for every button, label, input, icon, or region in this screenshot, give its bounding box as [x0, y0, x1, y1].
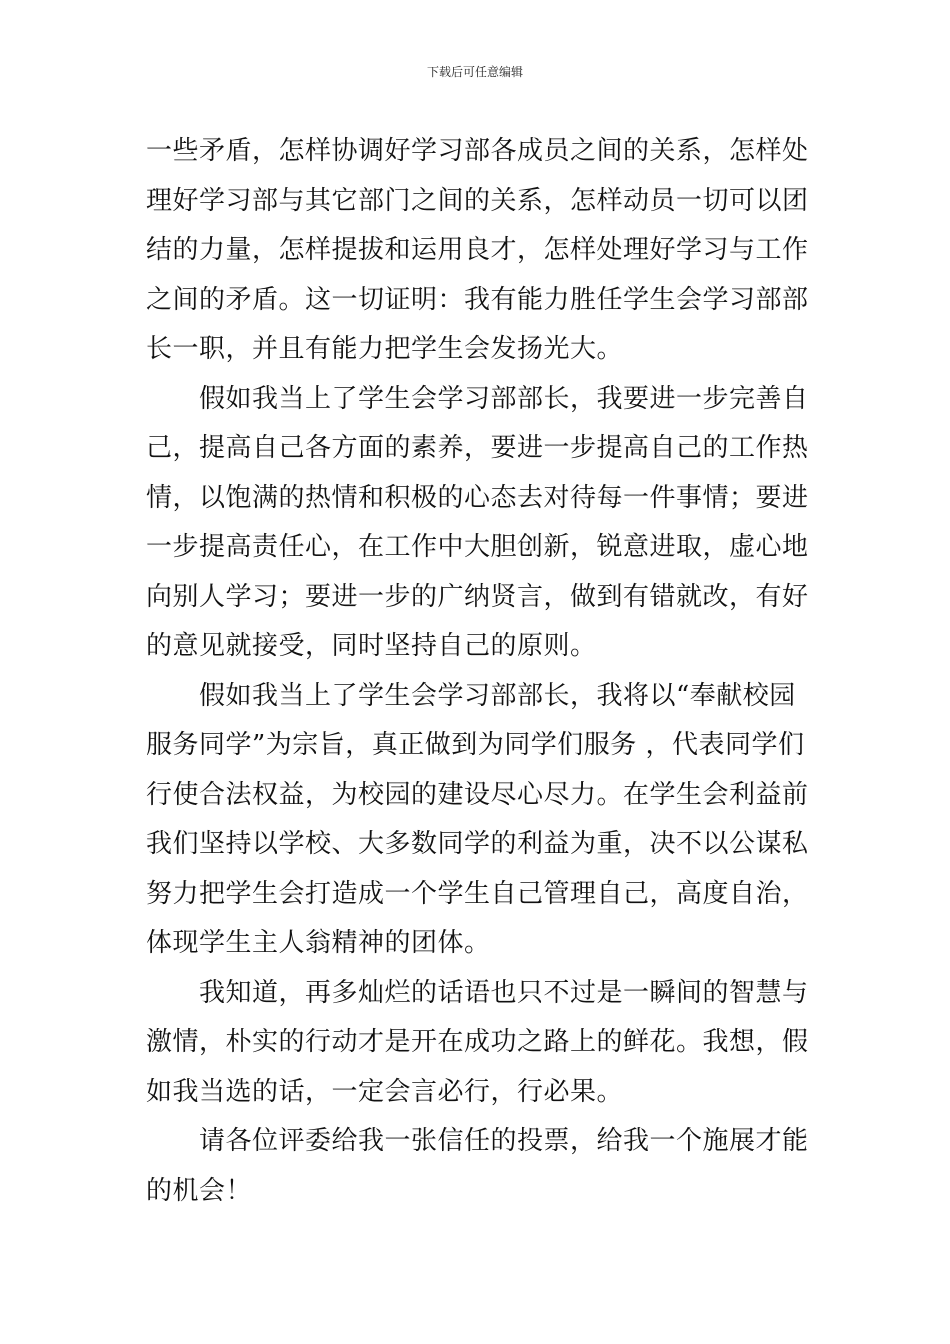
paragraph-first-line: 假如我当上了学生会学习部部长，我要进一步完善自	[199, 383, 809, 414]
text-line: 情，以饱满的热情和积极的心态去对待每一件事情；要进	[146, 482, 809, 513]
text-line: 己，提高自己各方面的素养，要进一步提高自己的工作热	[146, 433, 809, 463]
text-line: 的意见就接受，同时坚持自己的原则。	[146, 631, 597, 661]
page-header: 下载后可任意编辑	[426, 65, 523, 79]
text-line: 如我当选的话，一定会言必行，行必果。	[146, 1076, 624, 1107]
text-line: 激情，朴实的行动才是开在成功之路上的鲜花。我想，假	[146, 1027, 809, 1057]
document-body	[146, 127, 808, 1216]
text-line: 体现学生主人翁精神的团体。	[146, 928, 491, 958]
paragraph-first-line: 假如我当上了学生会学习部部长，我将以“奉献校园	[199, 680, 796, 711]
text-line: 一些矛盾，怎样协调好学习部各成员之间的关系，怎样处	[146, 136, 809, 166]
paragraph-first-line: 我知道，再多灿烂的话语也只不过是一瞬间的智慧与	[199, 977, 809, 1008]
text-line: 之间的矛盾。这一切证明：我有能力胜任学生会学习部部	[146, 284, 809, 315]
text-line: 努力把学生会打造成一个学生自己管理自己，高度自治，	[146, 878, 809, 909]
text-line: 长一职，并且有能力把学生会发扬光大。	[146, 334, 624, 364]
text-line: 理好学习部与其它部门之间的关系，怎样动员一切可以团	[146, 185, 809, 216]
text-line: 向别人学习；要进一步的广纳贤言，做到有错就改，有好	[146, 581, 809, 612]
text-line: 我们坚持以学校、大多数同学的利益为重，决不以公谋私	[146, 829, 809, 859]
text-line: 行使合法权益，为校园的建设尽心尽力。在学生会利益前	[146, 779, 809, 810]
text-line: 一步提高责任心，在工作中大胆创新，锐意进取，虚心地	[146, 532, 809, 562]
text-line: 的机会！	[146, 1175, 253, 1206]
text-line: 结的力量，怎样提拔和运用良才，怎样处理好学习与工作	[146, 235, 809, 265]
paragraph-first-line: 请各位评委给我一张信任的投票，给我一个施展才能	[199, 1126, 809, 1156]
text-line: 服务同学”为宗旨，真正做到为同学们服务 ，代表同学们	[146, 730, 805, 760]
